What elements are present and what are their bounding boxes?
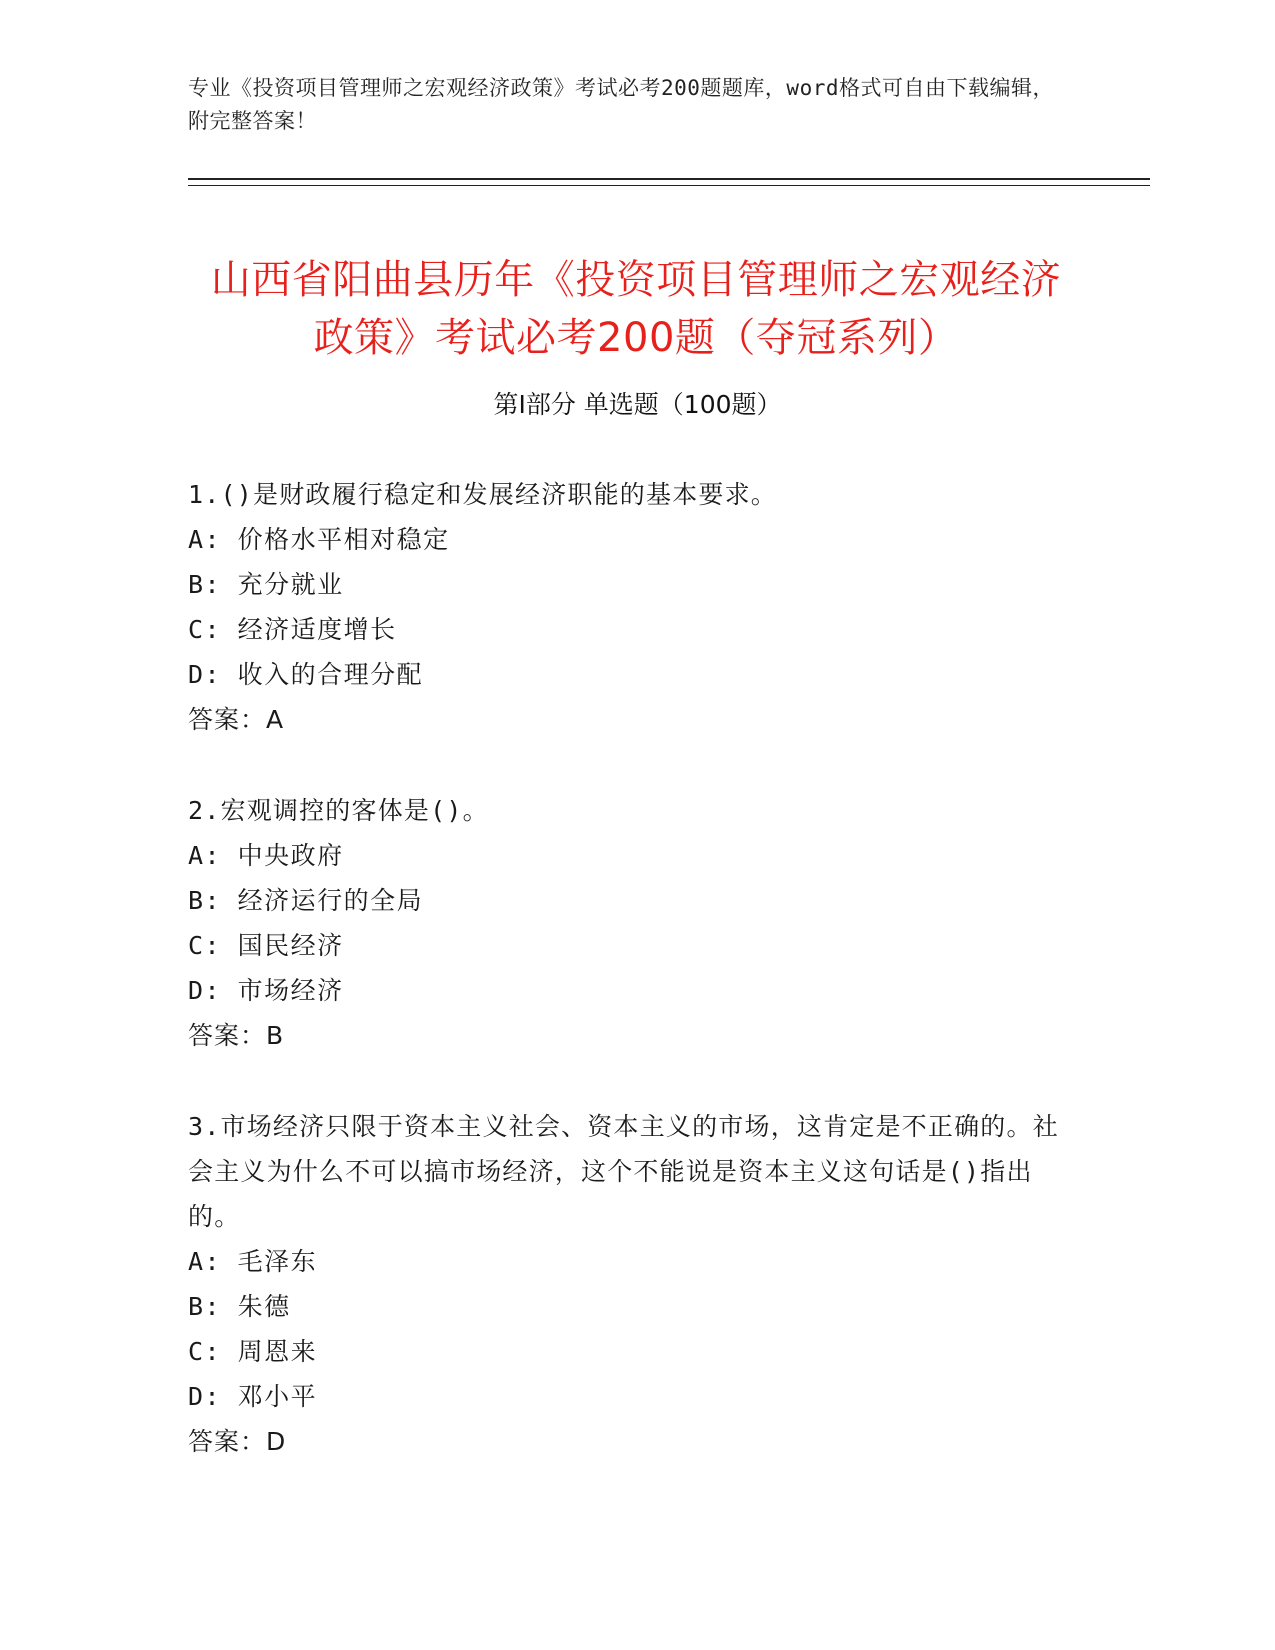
option-b: B: 充分就业 xyxy=(188,570,344,599)
option-d: D: 收入的合理分配 xyxy=(188,660,424,689)
question-answer: 答案：A xyxy=(188,705,285,734)
question-item xyxy=(188,1104,1068,1464)
question-stem: 3.市场经济只限于资本主义社会、资本主义的市场，这肯定是不正确的。社会主义为什么不可以搞市场经济，这个不能说是资本主义这句话是()指出的。 xyxy=(188,1112,1059,1231)
option-a: A: 毛泽东 xyxy=(188,1247,318,1276)
header-rule-thin xyxy=(188,185,1150,186)
option-d: D: 市场经济 xyxy=(188,976,344,1005)
option-c: C: 国民经济 xyxy=(188,931,344,960)
option-a: A: 价格水平相对稳定 xyxy=(188,525,450,554)
section-heading: 第I部分 单选题（100题） xyxy=(493,390,782,419)
question-answer: 答案：B xyxy=(188,1021,285,1050)
question-list xyxy=(188,472,1068,1510)
question-answer: 答案：D xyxy=(188,1427,287,1456)
question-stem: 1.()是财政履行稳定和发展经济职能的基本要求。 xyxy=(188,480,778,509)
option-c: C: 周恩来 xyxy=(188,1337,318,1366)
option-a: A: 中央政府 xyxy=(188,841,344,870)
header-rule-thick xyxy=(188,178,1150,180)
document-title: 山西省阳曲县历年《投资项目管理师之宏观经济政策》考试必考200题（夺冠系列） xyxy=(210,256,1062,361)
option-c: C: 经济适度增长 xyxy=(188,615,397,644)
header-note: 专业《投资项目管理师之宏观经济政策》考试必考200题题库，word格式可自由下载编辑，附完整答案！ xyxy=(188,76,1054,133)
option-b: B: 朱德 xyxy=(188,1292,291,1321)
question-stem: 2.宏观调控的客体是()。 xyxy=(188,796,489,825)
option-b: B: 经济运行的全局 xyxy=(188,886,424,915)
option-d: D: 邓小平 xyxy=(188,1382,318,1411)
question-item xyxy=(188,472,1068,742)
question-item xyxy=(188,788,1068,1058)
